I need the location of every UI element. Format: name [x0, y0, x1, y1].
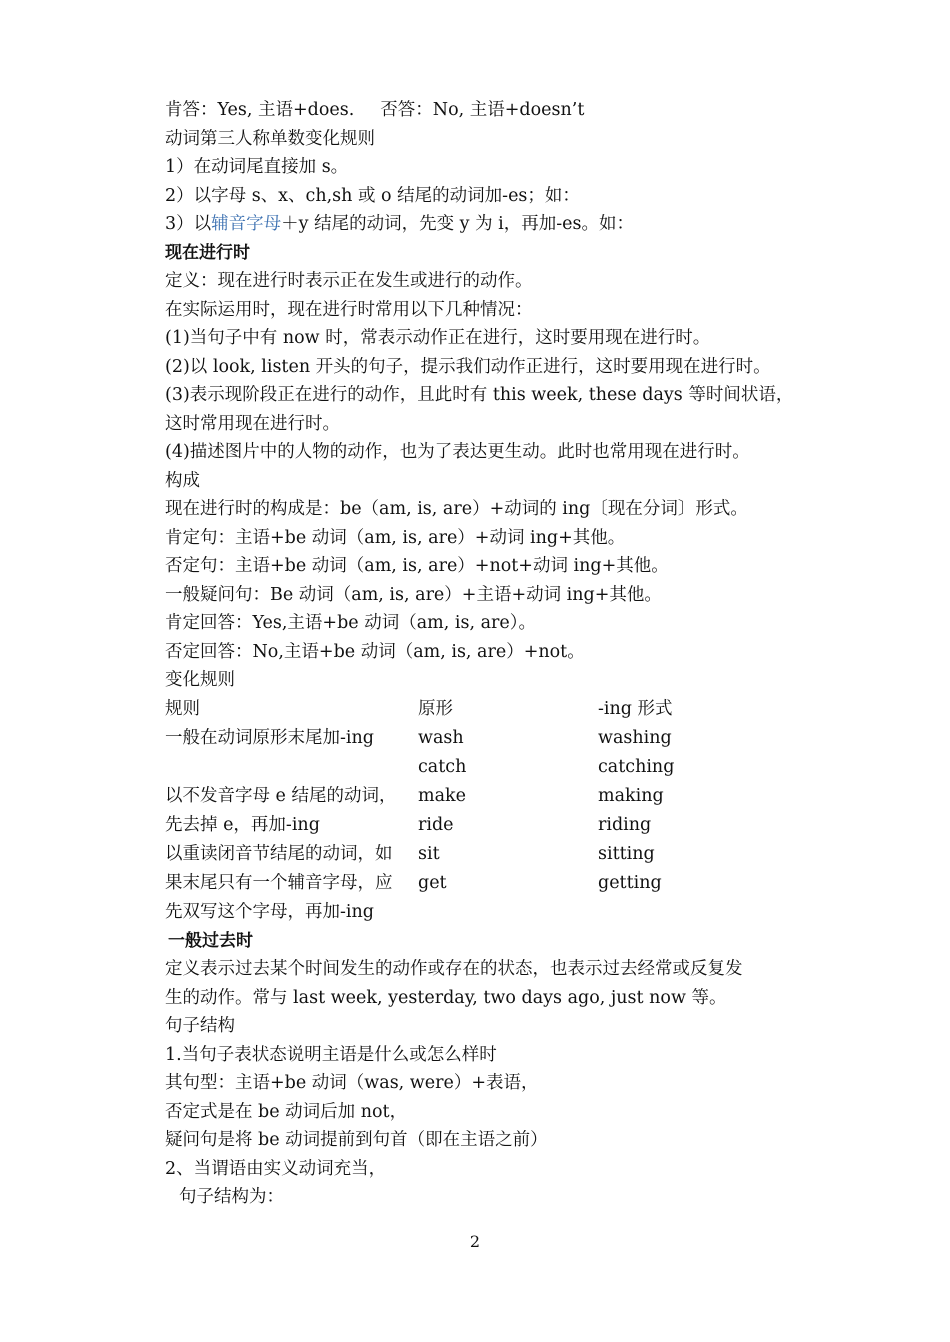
- text-line: 变化规则: [165, 670, 235, 690]
- table-cell: 以不发音字母 e 结尾的动词，: [165, 785, 397, 806]
- text-line: 构成: [165, 470, 200, 491]
- affirmative-answer: 肯答：Yes, 主语+does.: [165, 100, 355, 120]
- table-row: [165, 782, 805, 811]
- table-row: [165, 753, 805, 782]
- table-cell: 果末尾只有一个辅音字母，应: [165, 872, 393, 893]
- table-cell: riding: [598, 814, 652, 835]
- table-cell: catching: [598, 756, 675, 777]
- rule3-suffix: ＋y 结尾的动词，先变 y 为 i，再加-es。如：: [281, 214, 635, 234]
- text-line: 2、当谓语由实义动词充当，: [165, 1158, 387, 1179]
- rule3-prefix: 3）以: [165, 214, 212, 234]
- text-line: 定义表示过去某个时间发生的动作或存在的状态，也表示过去经常或反复发: [165, 959, 743, 979]
- text-line: [165, 210, 805, 239]
- table-cell: making: [598, 785, 664, 806]
- text-line: 其句型：主语+be 动词（was, were）+表语，: [165, 1073, 539, 1093]
- table-cell: [165, 753, 418, 782]
- table-header-row: [165, 695, 805, 724]
- consonant-link[interactable]: 辅音字母: [211, 214, 282, 234]
- table-row: [165, 811, 805, 840]
- text-line: 句子结构为：: [179, 1187, 284, 1207]
- table-row: [165, 840, 805, 869]
- text-line: 肯定回答：Yes,主语+be 动词（am, is, are）。: [165, 613, 536, 633]
- table-row: [165, 898, 805, 927]
- table-cell: ride: [418, 814, 454, 835]
- text-line: (2)以 look, listen 开头的句子，提示我们动作正进行，这时要用现在进行时。: [165, 356, 771, 377]
- text-line: 1.当句子表状态说明主语是什么或怎么样时: [165, 1044, 497, 1065]
- text-line: 定义：现在进行时表示正在发生或进行的动作。: [165, 271, 533, 291]
- table-cell: 先去掉 e，再加-ing: [165, 814, 320, 835]
- text-line: 现在进行时的构成是：be（am, is, are）+动词的 ing〔现在分词〕形式。: [165, 499, 748, 519]
- text-line: 动词第三人称单数变化规则: [165, 128, 375, 149]
- table-cell: sitting: [598, 843, 655, 864]
- text-line: 生的动作。常与 last week, yesterday, two days ago, just now 等。: [165, 987, 727, 1008]
- text-line: (3)表示现阶段正在进行的动作，且此时有 this week, these days 等时间状语，: [165, 385, 794, 405]
- text-line: 否定回答：No,主语+be 动词（am, is, are）+not。: [165, 641, 585, 662]
- text-line: 肯定句：主语+be 动词（am, is, are）+动词 ing+其他。: [165, 527, 626, 548]
- text-line: 1）在动词尾直接加 s。: [165, 157, 349, 177]
- table-cell: get: [418, 872, 447, 893]
- table-cell: make: [418, 785, 466, 806]
- table-cell: sit: [418, 843, 440, 864]
- text-line: 这时常用现在进行时。: [165, 413, 340, 434]
- table-row: [165, 724, 805, 753]
- section-heading-simple-past: 一般过去时: [168, 930, 253, 951]
- table-row: [165, 869, 805, 898]
- text-line: 否定式是在 be 动词后加 not，: [165, 1101, 408, 1122]
- table-cell: getting: [598, 872, 662, 893]
- text-line: 句子结构: [165, 1016, 235, 1036]
- table-header-cell: 原形: [418, 698, 453, 719]
- text-line: 一般疑问句：Be 动词（am, is, are）+主语+动词 ing+其他。: [165, 584, 662, 605]
- section-heading-present-progressive: 现在进行时: [165, 242, 250, 263]
- ing-rules-table: [165, 695, 805, 927]
- text-line: [165, 96, 805, 125]
- table-header-cell: -ing 形式: [598, 698, 673, 719]
- document-page: [165, 96, 805, 1212]
- text-line: (4)描述图片中的人物的动作，也为了表达更生动。此时也常用现在进行时。: [165, 442, 750, 462]
- text-line: 在实际运用时，现在进行时常用以下几种情况：: [165, 299, 533, 320]
- table-cell: 先双写这个字母，再加-ing: [165, 901, 374, 922]
- table-cell: catch: [418, 756, 467, 777]
- text-line: 2）以字母 s、x、ch,sh 或 o 结尾的动词加-es；如：: [165, 185, 580, 206]
- table-cell: 一般在动词原形末尾加-ing: [165, 727, 374, 748]
- table-header-cell: 规则: [165, 698, 200, 719]
- table-cell: 以重读闭音节结尾的动词，如: [165, 843, 393, 864]
- text-line: 否定句：主语+be 动词（am, is, are）+not+动词 ing+其他。: [165, 556, 669, 576]
- table-cell: [418, 898, 598, 927]
- table-cell: washing: [598, 727, 672, 748]
- text-line: (1)当句子中有 now 时，常表示动作正在进行，这时要用现在进行时。: [165, 328, 711, 348]
- text-line: 疑问句是将 be 动词提前到句首（即在主语之前）: [165, 1130, 548, 1150]
- negative-answer: 否答：No, 主语+doesn’t: [380, 100, 585, 120]
- page-number: 2: [469, 1232, 481, 1251]
- table-cell: wash: [418, 727, 464, 748]
